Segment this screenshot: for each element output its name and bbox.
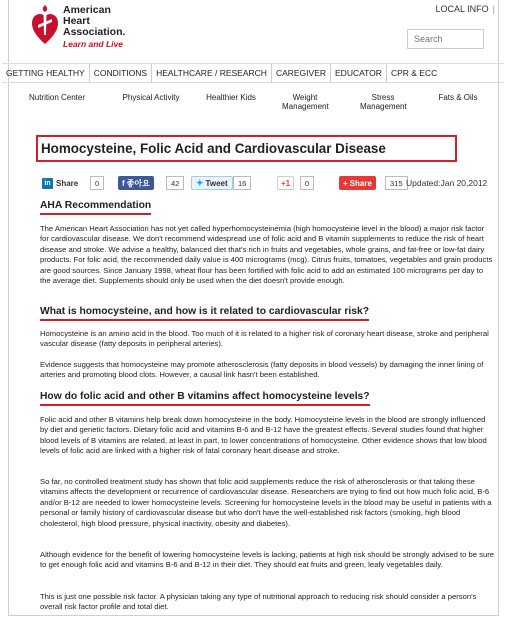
facebook-like-button[interactable]: [118, 176, 154, 190]
utility-links: [435, 4, 495, 14]
subnav-physical-activity[interactable]: Physical Activity: [122, 93, 180, 102]
search-input[interactable]: [407, 29, 484, 49]
tweet-button[interactable]: [191, 176, 233, 190]
share-icon: +: [343, 178, 348, 188]
nav-healthcare-research[interactable]: HEALTHCARE / RESEARCH: [152, 64, 272, 82]
paragraph: Folic acid and other B vitamins help break down homocysteine in the body. Homocysteine levels in the blood are strongly influenced by diet and genetic factors. Dietary folic acid and vitamins B-6 and B-12 have the greatest effects. Several studies found that higher blood levels of B vitamins are related, at least in part, to lower concentrations of homocysteine. Other evidence shows that low blood levels of folic acid are linked with a higher risk of fatal coronary heart disease and stroke.: [40, 415, 487, 456]
linkedin-icon: in: [42, 178, 53, 189]
paragraph: Although evidence for the benefit of lowering homocysteine levels is lacking, patients at high risk should be strongly advised to be sure to get enough folic acid and vitamins B-6 and B-12 in their diet. They should eat fruits and green, leafy vegetables daily.: [40, 550, 495, 570]
share-button[interactable]: [339, 176, 376, 190]
article-title-box: [36, 135, 457, 162]
article-title: Homocysteine, Folic Acid and Cardiovascular Disease: [41, 141, 386, 156]
gplus-count: 0: [300, 176, 314, 190]
subnav-weight-management[interactable]: Weight Management: [282, 93, 329, 111]
linkedin-count: 0: [90, 176, 104, 190]
updated-date: Updated:Jan 20,2012: [406, 178, 488, 188]
tweet-count: 16: [233, 176, 251, 190]
paragraph: This is just one possible risk factor. A physician taking any type of nutritional approach to reducing risk should consider a person's overall risk factor profile and total diet.: [40, 592, 477, 612]
facebook-icon: f: [122, 178, 125, 188]
section-heading-what-is-homocysteine: What is homocysteine, and how is it related to cardiovascular risk?: [40, 306, 369, 321]
share-label: Share: [349, 178, 372, 188]
logo-line-2: Heart: [63, 15, 90, 27]
paragraph: Evidence suggests that homocysteine may promote atherosclerosis (fatty deposits in blood vessels) by damaging the inner lining of arteries and promoting blood clots. However, a causal link hasn't been established.: [40, 360, 484, 380]
nav-caregiver[interactable]: CAREGIVER: [272, 64, 331, 82]
local-info-link[interactable]: LOCAL INFO: [435, 4, 489, 14]
subnav-stress-management[interactable]: Stress Management: [360, 93, 407, 111]
facebook-like-label: 좋아요: [126, 178, 150, 188]
heart-torch-icon: [31, 5, 59, 47]
linkedin-share-button[interactable]: [42, 176, 78, 190]
gplus-icon: +1: [281, 178, 291, 188]
utility-separator: |: [492, 4, 495, 14]
paragraph: Homocysteine is an amino acid in the blood. Too much of it is related to a higher risk of coronary heart disease, stroke and peripheral vascular disease (fatty deposits in peripheral arteries).: [40, 329, 489, 349]
nav-cpr-ecc[interactable]: CPR & ECC: [390, 68, 438, 78]
sub-nav: [20, 93, 480, 115]
twitter-icon: ✦: [196, 177, 204, 188]
paragraph: The American Heart Association has not yet called hyperhomocysteinemia (high homocysteine level in the blood) a major risk factor for cardiovascular disease. We don't recommend widespread use of folic acid and B vitamin supplements to reduce the risk of heart disease and stroke. We advise a healthy, balanced diet that's rich in fruits and vegetables, whole grains, and fat-free or low-fat dairy products. For folic acid, the recommended daily value is 400 micrograms (mcg). Citrus fruits, tomatoes, vegetables and grain products are good sources. Since January 1998, wheat flour has been fortified with folic acid to add an estimated 100 micrograms per day to the average diet. Supplements should only be used when the diet doesn't provide enough.: [40, 224, 493, 286]
logo-line-1: American: [63, 4, 111, 16]
nav-educator[interactable]: EDUCATOR: [331, 64, 387, 82]
aha-logo[interactable]: [31, 5, 125, 50]
facebook-count: 42: [166, 176, 184, 190]
subnav-nutrition-center[interactable]: Nutrition Center: [28, 93, 86, 102]
share-count: 315: [385, 176, 408, 190]
logo-line-3: Association.: [63, 26, 126, 38]
nav-conditions[interactable]: CONDITIONS: [90, 64, 152, 82]
gplus-button[interactable]: [277, 176, 294, 190]
tweet-label: Tweet: [205, 178, 228, 188]
linkedin-share-label: Share: [56, 178, 79, 188]
social-share-bar: [40, 176, 492, 190]
section-heading-aha-recommendation: AHA Recommendation: [40, 200, 151, 215]
nav-getting-healthy[interactable]: GETTING HEALTHY: [2, 64, 90, 82]
main-nav: [2, 63, 504, 83]
paragraph: So far, no controlled treatment study has shown that folic acid supplements reduce the risk of atherosclerosis or that taking these vitamins affects the development or recurrence of cardiovascular disease. Researchers are trying to find out how much folic acid, B-6 and/or B-12 are needed to lower homocysteine levels. Screening for homocysteine levels in the blood may be useful in patients with a personal or family history of cardiovascular disease but who don't have the well-established risk factors (smoking, high blood cholesterol, high blood pressure, physical inactivity, obesity and diabetes).: [40, 477, 492, 528]
subnav-fats-oils[interactable]: Fats & Oils: [438, 93, 478, 102]
subnav-healthier-kids[interactable]: Healthier Kids: [206, 93, 256, 102]
logo-tagline: Learn and Live: [63, 39, 123, 49]
section-heading-folic-acid-b-vitamins: How do folic acid and other B vitamins affect homocysteine levels?: [40, 391, 370, 406]
